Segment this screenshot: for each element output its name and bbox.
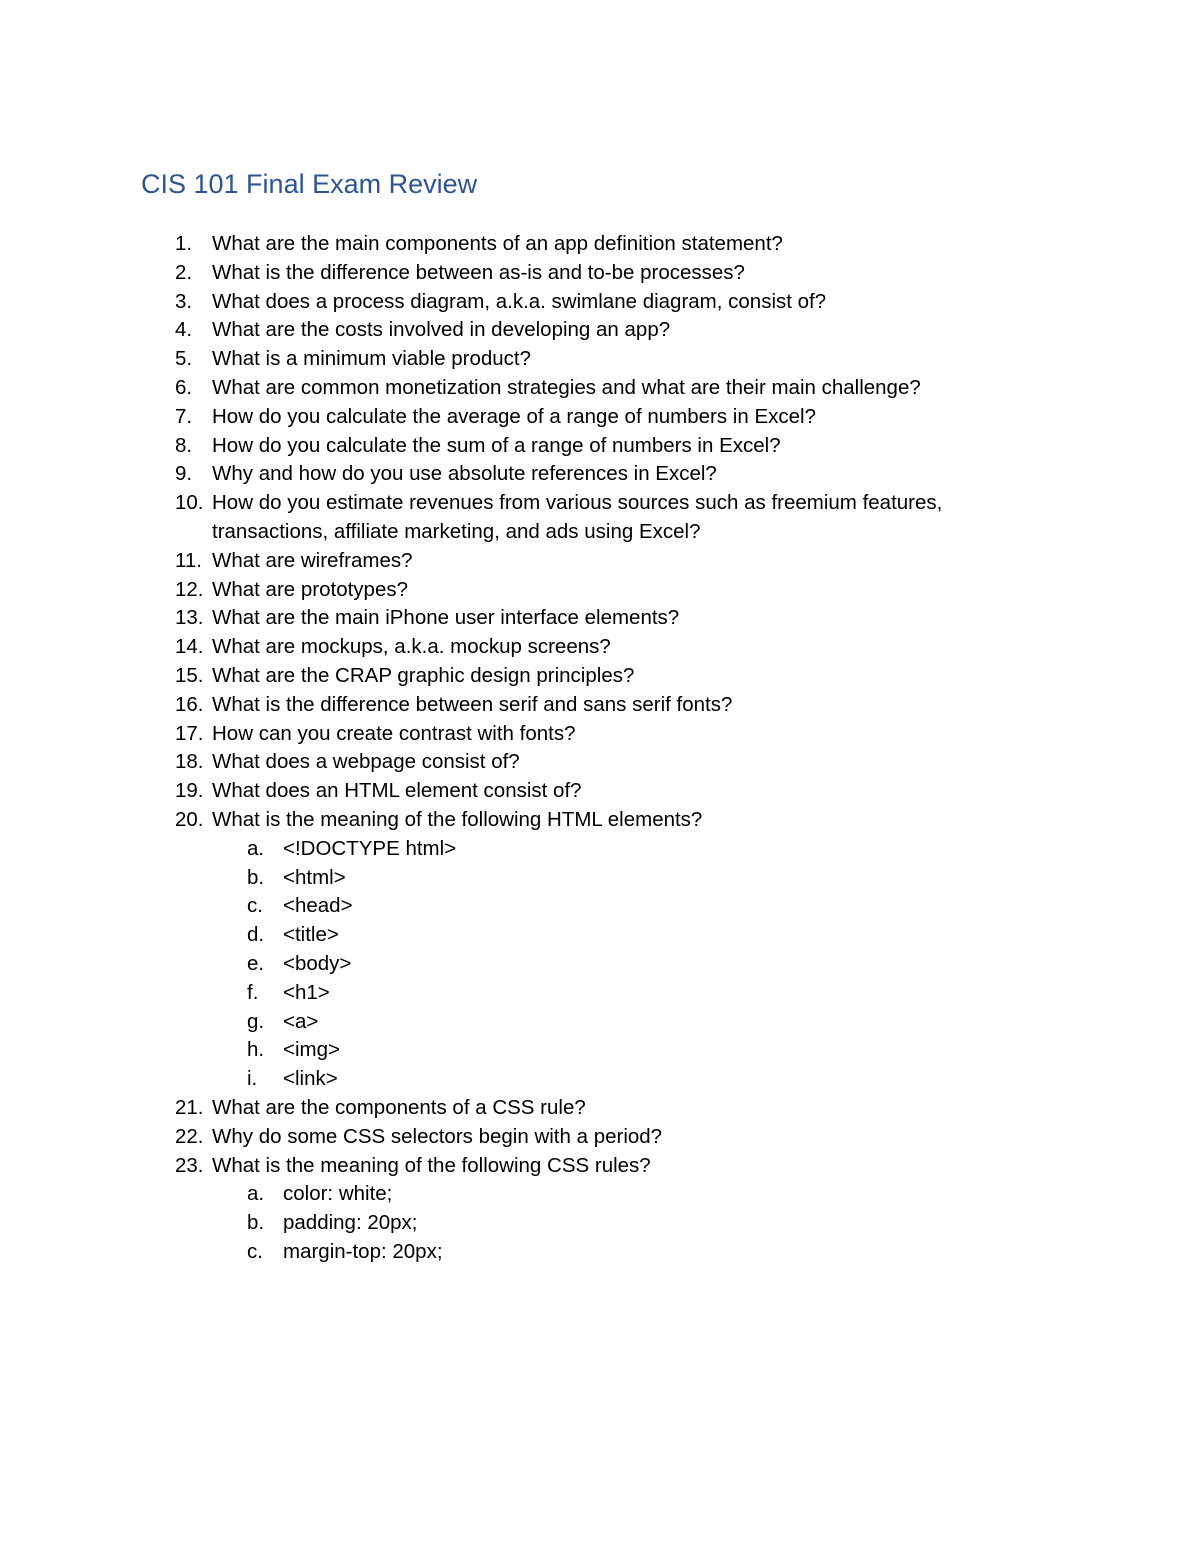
question-item: [141, 1094, 1041, 1123]
page-title: CIS 101 Final Exam Review: [141, 169, 478, 199]
question-text: What are mockups, a.k.a. mockup screens?: [212, 635, 611, 659]
sub-item-letter: e.: [247, 951, 265, 975]
question-item: [141, 662, 1041, 691]
question-number: 12.: [175, 577, 204, 601]
question-number: 4.: [175, 318, 193, 342]
sub-item: [212, 921, 1041, 950]
question-number: 8.: [175, 433, 193, 457]
question-item: [141, 777, 1041, 806]
question-number: 13.: [175, 606, 204, 630]
question-list: [141, 230, 1041, 1267]
question-text: What does a webpage consist of?: [212, 750, 520, 774]
question-item: [141, 288, 1041, 317]
question-item: [141, 1123, 1041, 1152]
sub-item-text: <title>: [283, 923, 339, 947]
question-item: [141, 432, 1041, 461]
question-number: 11.: [175, 548, 202, 572]
question-item: [141, 576, 1041, 605]
question-item: [141, 633, 1041, 662]
question-item: [141, 460, 1041, 489]
sub-item-text: padding: 20px;: [283, 1211, 418, 1235]
question-number: 1.: [175, 232, 193, 255]
question-item: [141, 374, 1041, 403]
question-text: What does a process diagram, a.k.a. swimlane diagram, consist of?: [212, 289, 827, 313]
question-item: [141, 691, 1041, 720]
sub-item-letter: i.: [247, 1067, 258, 1091]
sub-item: [212, 979, 1041, 1008]
question-text: How do you estimate revenues from various sources such as freemium features, transactions, affiliate marketing, and ads using Excel?: [212, 491, 943, 543]
question-number: 5.: [175, 347, 193, 371]
question-number: 9.: [175, 462, 193, 486]
sub-item-letter: a.: [247, 836, 265, 860]
question-text: What are prototypes?: [212, 577, 408, 601]
sub-item-text: <body>: [283, 951, 352, 975]
question-text: What is the difference between as-is and to-be processes?: [212, 260, 745, 284]
question-item: [141, 259, 1041, 288]
question-number: 21.: [175, 1095, 204, 1119]
question-text: How do you calculate the average of a range of numbers in Excel?: [212, 404, 816, 428]
question-item: [141, 403, 1041, 432]
question-text: What are the main components of an app definition statement?: [212, 232, 783, 255]
question-text: What is the difference between serif and sans serif fonts?: [212, 692, 733, 716]
question-text: How can you create contrast with fonts?: [212, 721, 576, 745]
sub-item-letter: h.: [247, 1038, 265, 1062]
question-number: 19.: [175, 779, 204, 803]
question-number: 2.: [175, 260, 193, 284]
sub-item: [212, 950, 1041, 979]
sub-item-letter: c.: [247, 894, 263, 918]
sub-item: [212, 1209, 1041, 1238]
question-item: [141, 316, 1041, 345]
question-number: 10.: [175, 491, 204, 515]
sub-item-list: [212, 835, 1041, 1094]
question-number: 18.: [175, 750, 204, 774]
sub-item: [212, 864, 1041, 893]
question-number: 17.: [175, 721, 204, 745]
question-text: What is the meaning of the following HTML elements?: [212, 807, 703, 831]
sub-item-letter: g.: [247, 1009, 265, 1033]
sub-item-letter: a.: [247, 1182, 265, 1206]
question-item: [141, 345, 1041, 374]
question-text: Why and how do you use absolute references in Excel?: [212, 462, 717, 486]
question-number: 20.: [175, 807, 204, 831]
question-text: What is a minimum viable product?: [212, 347, 532, 371]
question-text: How do you calculate the sum of a range of numbers in Excel?: [212, 433, 781, 457]
sub-item-text: margin-top: 20px;: [283, 1239, 443, 1263]
question-number: 16.: [175, 692, 204, 716]
question-item: [141, 547, 1041, 576]
question-number: 7.: [175, 404, 193, 428]
question-item: [141, 230, 1041, 259]
sub-item-letter: c.: [247, 1239, 263, 1263]
question-number: 3.: [175, 289, 193, 313]
question-text: What does an HTML element consist of?: [212, 779, 582, 803]
sub-item-list: [212, 1180, 1041, 1266]
sub-item-text: <!DOCTYPE html>: [283, 836, 457, 860]
question-number: 14.: [175, 635, 204, 659]
sub-item: [212, 1008, 1041, 1037]
question-item: [141, 604, 1041, 633]
sub-item-letter: b.: [247, 865, 265, 889]
question-item: [141, 489, 1041, 547]
sub-item: [212, 1238, 1041, 1267]
sub-item-text: <img>: [283, 1038, 340, 1062]
sub-item-letter: b.: [247, 1211, 265, 1235]
question-item: [141, 748, 1041, 777]
question-item: [141, 806, 1041, 1094]
question-number: 22.: [175, 1124, 204, 1148]
question-text: What are the costs involved in developing an app?: [212, 318, 671, 342]
question-item: [141, 1152, 1041, 1267]
question-text: What is the meaning of the following CSS rules?: [212, 1153, 651, 1177]
sub-item: [212, 835, 1041, 864]
question-item: [141, 720, 1041, 749]
question-text: What are common monetization strategies and what are their main challenge?: [212, 375, 921, 399]
sub-item-text: <head>: [283, 894, 353, 918]
question-text: What are wireframes?: [212, 548, 413, 572]
sub-item-letter: f.: [247, 980, 259, 1004]
question-text: Why do some CSS selectors begin with a period?: [212, 1124, 663, 1148]
question-number: 15.: [175, 663, 204, 687]
question-text: What are the components of a CSS rule?: [212, 1095, 586, 1119]
question-number: 23.: [175, 1153, 204, 1177]
question-number: 6.: [175, 375, 193, 399]
sub-item-text: <h1>: [283, 980, 330, 1004]
sub-item: [212, 1065, 1041, 1094]
sub-item-text: <link>: [283, 1067, 338, 1091]
sub-item-letter: d.: [247, 923, 265, 947]
sub-item: [212, 1036, 1041, 1065]
sub-item: [212, 1180, 1041, 1209]
question-text: What are the main iPhone user interface elements?: [212, 606, 680, 630]
sub-item-text: color: white;: [283, 1182, 393, 1206]
sub-item-text: <a>: [283, 1009, 319, 1033]
sub-item: [212, 892, 1041, 921]
sub-item-text: <html>: [283, 865, 346, 889]
question-text: What are the CRAP graphic design principles?: [212, 663, 635, 687]
